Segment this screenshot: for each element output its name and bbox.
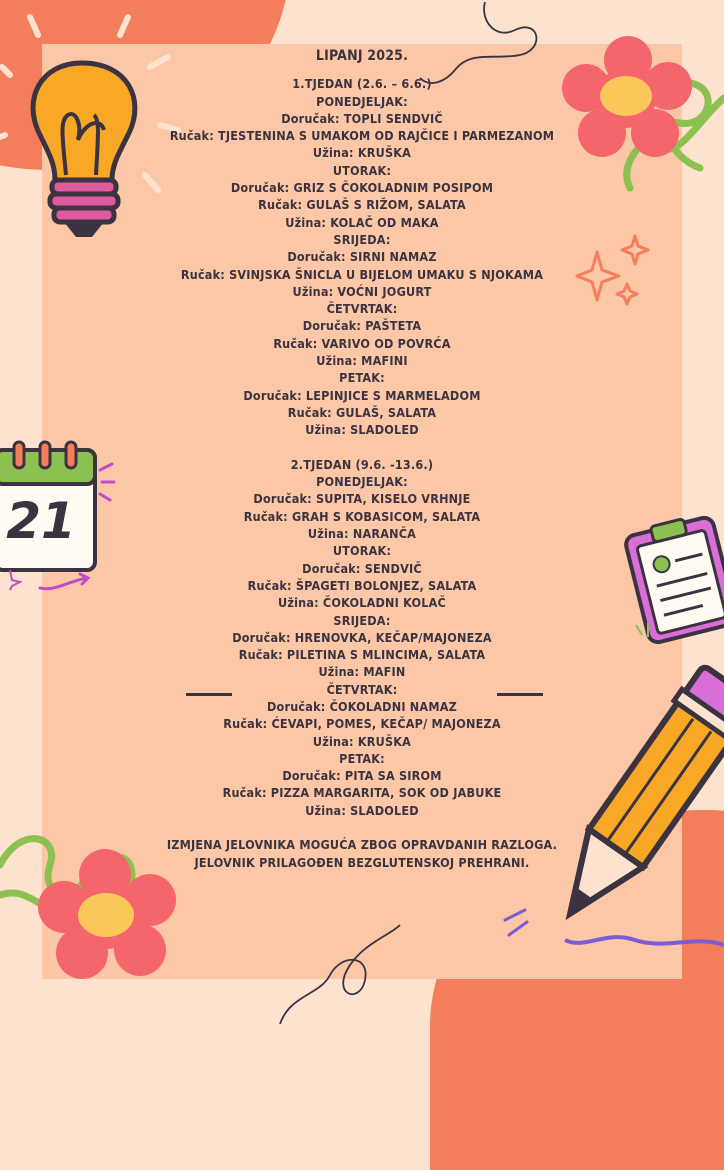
menu-line: Ručak: ĆEVAPI, POMES, KEČAP/ MAJONEZA xyxy=(223,716,501,732)
menu-line: Ručak: SVINJSKA ŠNICLA U BIJELOM UMAKU S NJOKAMA xyxy=(180,266,544,282)
menu-line: Doručak: PITA SA SIROM xyxy=(282,768,442,784)
menu-line: Doručak: GRIZ S ČOKOLADNIM POSIPOM xyxy=(230,180,494,196)
menu-line: SRIJEDA: xyxy=(333,231,391,247)
menu-line: Ručak: GULAŠ S RIŽOM, SALATA xyxy=(258,197,466,213)
menu-line: Užina: NARANČA xyxy=(307,526,417,542)
week-1-header: 1.TJEDAN (2.6. – 6.6.) xyxy=(292,76,432,92)
week-1-menu xyxy=(42,93,682,439)
note-line: JELOVNIK PRILAGOĐEN BEZGLUTENSKOJ PREHRANI. xyxy=(194,854,530,870)
menu-line: Ručak: PIZZA MARGARITA, SOK OD JABUKE xyxy=(222,785,502,801)
menu-line: PETAK: xyxy=(339,370,385,386)
week-2-menu xyxy=(42,473,682,819)
menu-line: Doručak: ČOKOLADNI NAMAZ xyxy=(267,698,457,714)
menu-line: Užina: MAFINI xyxy=(316,353,408,369)
menu-line: Doručak: LEPINJICE S MARMELADOM xyxy=(243,387,481,403)
week-2-header: 2.TJEDAN (9.6. -13.6.) xyxy=(290,456,434,472)
menu-line: Ručak: TJESTENINA S UMAKOM OD RAJČICE I PARMEZANOM xyxy=(169,128,555,144)
menu-line: ČETVRTAK: xyxy=(326,301,398,317)
menu-line: PONEDJELJAK: xyxy=(316,93,408,109)
menu-line: Užina: KRUŠKA xyxy=(312,733,412,749)
calendar-number: 21 xyxy=(6,492,76,550)
menu-line: Užina: ČOKOLADNI KOLAČ xyxy=(278,595,446,611)
menu-line: Užina: SLADOLED xyxy=(305,802,419,818)
note-line: IZMJENA JELOVNIKA MOGUĆA ZBOG OPRAVDANIH RAZLOGA. xyxy=(166,837,558,853)
menu-line: Ručak: GULAŠ, SALATA xyxy=(287,404,437,420)
menu-line: UTORAK: xyxy=(332,162,392,178)
menu-line: UTORAK: xyxy=(332,543,392,559)
menu-line: Ručak: VARIVO OD POVRĆA xyxy=(273,335,451,351)
menu-line: SRIJEDA: xyxy=(333,612,391,628)
squiggle-bottom-icon xyxy=(270,925,430,1024)
menu-line: Ručak: GRAH S KOBASICOM, SALATA xyxy=(243,508,481,524)
menu-line: Užina: SLADOLED xyxy=(305,422,419,438)
menu-line: Užina: VOĆNI JOGURT xyxy=(292,283,432,299)
menu-line: Doručak: SIRNI NAMAZ xyxy=(287,249,437,265)
month-title: LIPANJ 2025. xyxy=(315,48,409,64)
menu-line: Ručak: ŠPAGETI BOLONJEZ, SALATA xyxy=(247,577,477,593)
menu-line: Užina: MAFIN xyxy=(318,664,406,680)
menu-line: Doručak: HRENOVKA, KEČAP/MAJONEZA xyxy=(232,629,492,645)
menu-line: Ručak: PILETINA S MLINCIMA, SALATA xyxy=(238,647,486,663)
menu-line: Doručak: TOPLI SENDVIČ xyxy=(281,110,443,126)
menu-line: Doručak: SUPITA, KISELO VRHNJE xyxy=(253,491,471,507)
menu-line: Doručak: PAŠTETA xyxy=(302,318,422,334)
menu-text xyxy=(42,48,682,871)
menu-line: ČETVRTAK: xyxy=(326,681,398,697)
menu-line: PONEDJELJAK: xyxy=(316,474,408,490)
menu-line: Doručak: SENDVIČ xyxy=(302,560,422,576)
menu-line: PETAK: xyxy=(339,750,385,766)
menu-line: Užina: KOLAČ OD MAKA xyxy=(285,214,439,230)
menu-line: Užina: KRUŠKA xyxy=(312,145,412,161)
